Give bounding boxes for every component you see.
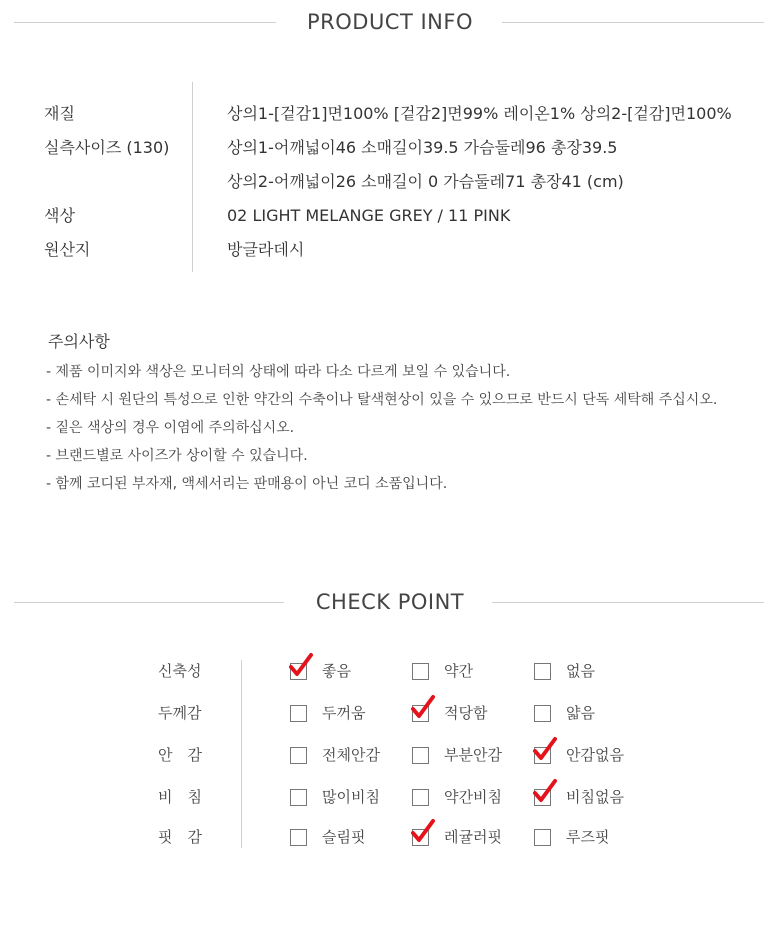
check-option-label: 부분안감 [444, 746, 502, 764]
check-row-lining [0, 734, 780, 776]
info-row-size [0, 131, 780, 165]
notice-section [48, 328, 748, 498]
notice-item: - 짙은 색상의 경우 이염에 주의하십시오. [46, 420, 295, 436]
check-row-stretch [0, 650, 780, 692]
check-option-label: 약간비침 [444, 788, 502, 806]
checkmark-icon [532, 736, 558, 762]
checkmark-icon [410, 818, 436, 844]
notice-item: - 브랜드별로 사이즈가 상이할 수 있습니다. [46, 448, 308, 464]
check-option-label: 안감없음 [566, 746, 624, 764]
info-label-color: 색상 [44, 206, 75, 225]
info-value-size-2: 상의2-어깨넓이26 소매길이 0 가슴둘레71 총장41 (cm) [227, 172, 624, 191]
check-option-label: 슬림핏 [322, 828, 366, 846]
check-option-label: 레귤러핏 [444, 828, 502, 846]
check-row-fit [0, 816, 780, 858]
checkbox[interactable] [290, 705, 307, 722]
check-option-label: 적당함 [444, 704, 488, 722]
check-label-sheerness: 비 침 [158, 788, 202, 806]
checkmark-icon [410, 694, 436, 720]
check-label-thickness: 두께감 [158, 704, 202, 722]
checkbox[interactable] [290, 829, 307, 846]
check-option-label: 루즈핏 [566, 828, 610, 846]
header-rule-right [502, 22, 764, 23]
notice-item: - 함께 코디된 부자재, 액세서리는 판매용이 아닌 코디 소품입니다. [46, 476, 448, 492]
check-label-lining: 안 감 [158, 746, 202, 764]
check-option-label: 전체안감 [322, 746, 380, 764]
checkbox[interactable] [412, 747, 429, 764]
check-point-header [0, 582, 780, 622]
info-value-origin: 방글라데시 [227, 240, 305, 259]
check-option-label: 약간 [444, 662, 473, 680]
info-row-material [0, 97, 780, 131]
info-label-origin: 원산지 [44, 240, 91, 259]
product-info-table [0, 82, 780, 274]
notice-title: 주의사항 [48, 332, 110, 351]
info-value-color: 02 LIGHT MELANGE GREY / 11 PINK [227, 206, 511, 225]
check-option-label: 좋음 [322, 662, 351, 680]
check-point-table [0, 648, 780, 858]
info-row-color [0, 199, 780, 233]
checkbox[interactable] [412, 663, 429, 680]
product-info-title: PRODUCT INFO [306, 10, 473, 34]
check-option-label: 많이비침 [322, 788, 380, 806]
checkbox[interactable] [412, 789, 429, 806]
checkbox[interactable] [534, 829, 551, 846]
check-option-label: 없음 [566, 662, 595, 680]
check-row-thickness [0, 692, 780, 734]
info-row-size-cont [0, 165, 780, 199]
checkbox[interactable] [534, 663, 551, 680]
notice-list [46, 358, 748, 498]
checkmark-icon [532, 778, 558, 804]
info-label-size: 실측사이즈 (130) [44, 138, 170, 157]
info-label-material: 재질 [44, 104, 75, 123]
checkmark-icon [288, 652, 314, 678]
info-value-material: 상의1-[겉감1]면100% [겉감2]면99% 레이온1% 상의2-[겉감]면100% [227, 104, 732, 123]
check-point-title: CHECK POINT [315, 590, 465, 614]
product-info-header [0, 2, 780, 42]
notice-item: - 손세탁 시 원단의 특성으로 인한 약간의 수축이나 탈색현상이 있을 수 있으므로 반드시 단독 세탁해 주십시오. [46, 392, 718, 408]
info-row-origin [0, 233, 780, 267]
check-option-label: 비침없음 [566, 788, 624, 806]
check-row-sheerness [0, 776, 780, 818]
header-rule-right [492, 602, 764, 603]
check-label-fit: 핏 감 [158, 828, 202, 846]
check-option-label: 얇음 [566, 704, 595, 722]
info-value-size-1: 상의1-어깨넓이46 소매길이39.5 가슴둘레96 총장39.5 [227, 138, 618, 157]
check-option-label: 두꺼움 [322, 704, 366, 722]
checkbox[interactable] [290, 789, 307, 806]
checkbox[interactable] [534, 705, 551, 722]
notice-item: - 제품 이미지와 색상은 모니터의 상태에 따라 다소 다르게 보일 수 있습니다. [46, 364, 511, 380]
checkbox[interactable] [290, 747, 307, 764]
check-label-stretch: 신축성 [158, 662, 202, 680]
